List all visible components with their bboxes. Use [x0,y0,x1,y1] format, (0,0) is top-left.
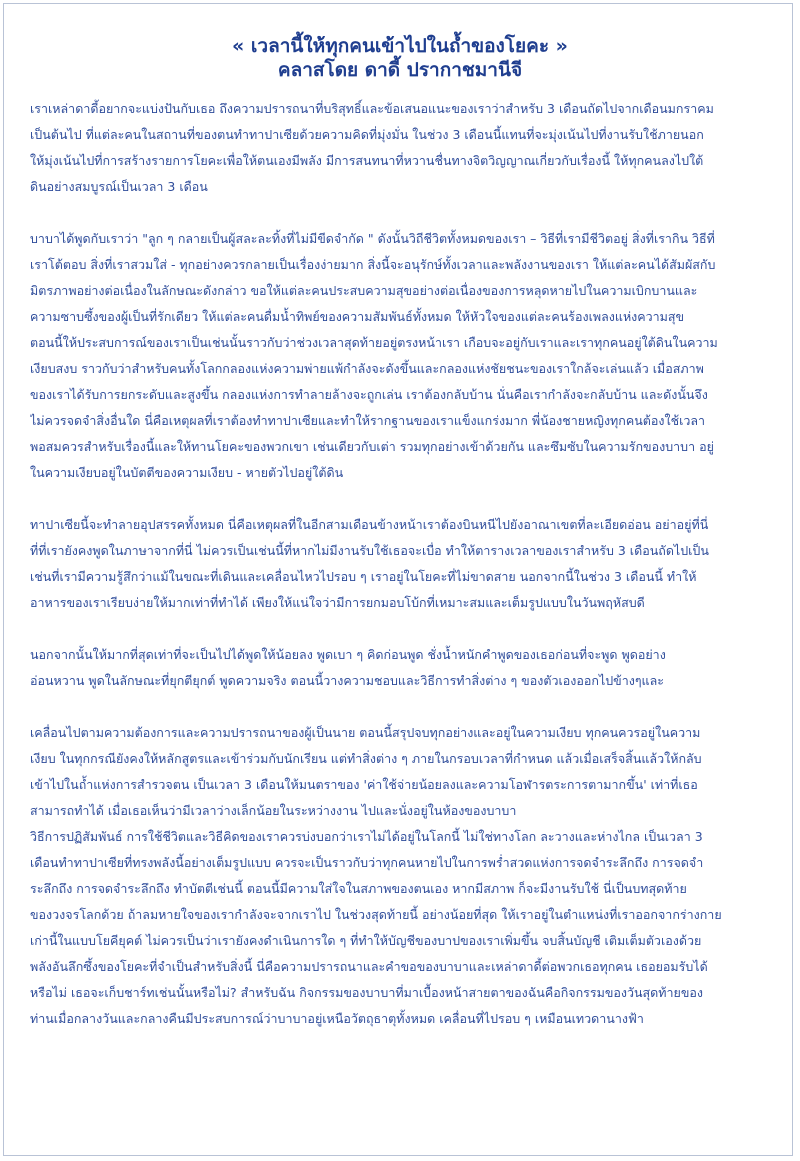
paragraph-3-line-1: ทาปาเซียนี้จะทำลายอุปสรรคทั้งหมด นี่คือเหตุผลที่ในอีกสามเดือนข้างหน้าเราต้องบินหนีไปยังอาณาเขตที่ละเอียดอ่อน อย่าอยู่ที่นี่ [30,517,709,532]
paragraph-1-line-3: ให้มุ่งเน้นไปที่การสร้างรายการโยคะเพื่อให้ตนเองมีพลัง มีการสนทนาที่หวานชื่นทางจิตวิญญาณเกี่ยวกับเรื่องนี้ ให้ทุกคนลงไปใต้ [30,153,704,168]
paragraph-4-line-1: นอกจากนั้นให้มากที่สุดเท่าที่จะเป็นไปได้พูดให้น้อยลง พูดเบา ๆ คิดก่อนพูด ชั่งน้ำหนักคำพูดของเธอก่อนที่จะพูด พูดอย่าง [30,647,666,662]
paragraph-5-line-8: ของวงจรโลกด้วย ถ้าลมหายใจของเรากำลังจะจากเราไป ในช่วงสุดท้ายนี้ อย่างน้อยที่สุด ให้เราอยู่ในตำแหน่งที่เราออกจากร่างกาย [30,907,722,922]
paragraph-5-line-12: ท่านเมื่อกลางวันและกลางคืนมีประสบการณ์ว่าบาบาอยู่เหนือวัตถุธาตุทั้งหมด เคลื่อนที่ไปรอบ ๆ เหมือนเทวดานางฟ้า [30,1011,644,1026]
paragraph-2-line-3: มิตรภาพอย่างต่อเนื่องในลักษณะดังกล่าว ขอให้แต่ละคนประสบความสุขอย่างต่อเนื่องของการหลุดหายไปในความเบิกบานและ [30,283,698,298]
paragraph-5-line-11: หรือไม่ เธอจะเก็บชาร์ทเช่นนั้นหรือไม่? สำหรับฉัน กิจกรรมของบาบาที่มาเบื้องหน้าสายตาของฉันคือกิจกรรมของวันสุดท้ายของ [30,985,704,1000]
paragraph-1-line-1: เราเหล่าดาดี้อยากจะแบ่งปันกับเธอ ถึงความปรารถนาที่บริสุทธิ์และข้อเสนอแนะของเราว่าสำหรับ 3 เดือนถัดไปจากเดือนมกราคม [30,101,714,116]
paragraph-2-line-9: พอสมควรสำหรับเรื่องนี้และให้ทานโยคะของพวกเขา เช่นเดียวกับเต่า รวมทุกอย่างเข้าด้วยกัน และซึมซับในความรักของบาบา อยู่ [30,439,714,454]
paragraph-3-line-4: อาหารของเราเรียบง่ายให้มากเท่าที่ทำได้ เพียงให้แน่ใจว่ามีการยกมอบโบ้กที่เหมาะสมและเต็มรูปแบบในวันพฤหัสบดี [30,595,645,610]
paragraph-3-line-2: ที่ที่เรายังคงพูดในภาษาจากที่นี่ ไม่ควรเป็นเช่นนี้ที่หากไม่มีงานรับใช้เธอจะเบื่อ ทำให้ตารางเวลาของเราสำหรับ 3 เดือนถัดไปเป็น [30,543,709,558]
page-title: « เวลานี้ให้ทุกคนเข้าไปในถ้ำของโยคะ » [232,35,568,57]
paragraph-5-line-5: วิธีการปฏิสัมพันธ์ การใช้ชีวิตและวิธีคิดของเราควรบ่งบอกว่าเราไม่ได้อยู่ในโลกนี้ ไม่ใช่ทางโลก ละวางและห่างไกล เป็นเวลา 3 [30,829,703,844]
paragraph-5-line-7: ระลึกถึง การจดจำระลึกถึง ทำบัตตีเช่นนี้ ตอนนี้มีความใส่ใจในสภาพของตนเอง หากมีสภาพ ก็จะมีงานรับใช้ นี่เป็นบทสุดท้าย [30,881,687,896]
paragraph-1-line-2: เป็นต้นไป ที่แต่ละคนในสถานที่ของตนทำทาปาเซียด้วยความคิดที่มุ่งมั่น ในช่วง 3 เดือนนี้แทนที่จะมุ่งเน้นไปที่งานรับใช้ภายนอก [30,127,704,142]
paragraph-gap [30,694,778,720]
article-body [30,96,778,1032]
paragraph-5-line-4: สามารถทำได้ เมื่อเธอเห็นว่ามีเวลาว่างเล็กน้อยในระหว่างงาน ไปและนั่งอยู่ในห้องของบาบา [30,803,517,818]
paragraph-5-line-2: เงียบ ในทุกกรณียังคงให้หลักสูตรและเข้าร่วมกับนักเรียน แต่ทำสิ่งต่าง ๆ ภายในกรอบเวลาที่กำหนด แล้วเมื่อเสร็จสิ้นแล้วให้กลับ [30,751,702,766]
paragraph-gap [30,616,778,642]
paragraph-2-line-2: เราโต้ตอบ สิ่งที่เราสวมใส่ - ทุกอย่างควรกลายเป็นเรื่องง่ายมาก สิ่งนี้จะอนุรักษ์ทั้งเวลาและพลังงานของเรา ให้แต่ละคนได้สัมผัสกับ [30,257,716,272]
paragraph-2-line-5: ตอนนี้ให้ประสบการณ์ของเราเป็นเช่นนั้นราวกับว่าช่วงเวลาสุดท้ายอยู่ตรงหน้าเรา เกือบจะอยู่กับเราและเราทุกคนอยู่ใต้ดินในความ [30,335,718,350]
paragraph-2-line-4: ความซาบซึ้งของผู้เป็นที่รักเดียว ให้แต่ละคนดื่มน้ำทิพย์ของความสัมพันธ์ทั้งหมด ให้หัวใจของแต่ละคนร้องเพลงแห่งความสุข [30,309,685,324]
paragraph-4-line-2: อ่อนหวาน พูดในลักษณะที่ยุกตียุกต์ พูดความจริง ตอนนี้วางความชอบและวิธีการทำสิ่งต่าง ๆ ของตัวเองออกไปข้างๆและ [30,673,664,688]
paragraph-2-line-10: ในความเงียบอยู่ในบัตตีของความเงียบ - หายตัวไปอยู่ใต้ดิน [30,465,344,480]
paragraph-1-line-4: ดินอย่างสมบูรณ์เป็นเวลา 3 เดือน [30,179,208,194]
paragraph-5-line-10: พลังอันลึกซึ้งของโยคะที่จำเป็นสำหรับสิ่งนี้ นี่คือความปรารถนาและคำขอของบาบาและเหล่าดาดี้ต่อพวกเธอทุกคน เธอยอมรับได้ [30,959,708,974]
paragraph-3-line-3: เช่นที่เรามีความรู้สึกว่าแม้ในขณะที่เดินและเคลื่อนไหวไปรอบ ๆ เราอยู่ในโยคะที่ไม่ขาดสาย นอกจากนี้ในช่วง 3 เดือนนี้ ทำให้ [30,569,697,584]
page-subtitle: คลาสโดย ดาดี้ ปรากาชมานีจี [277,59,523,81]
paragraph-2-line-8: ไม่ควรจดจำสิ่งอื่นใด นี่คือเหตุผลที่เราต้องทำทาปาเซียและทำให้รากฐานของเราแข็งแกร่งมาก พี่น้องชายหญิงทุกคนต้องใช้เวลา [30,413,706,428]
paragraph-5-line-6: เดือนทำทาปาเซียที่ทรงพลังนี้อย่างเต็มรูปแบบ ควรจะเป็นราวกับว่าทุกคนหายไปในการพร่ำสวดแห่งการจดจำระลึกถึง การจดจำ [30,855,704,870]
paragraph-5-line-9: เก่านี้ในแบบโยคียุคต์ ไม่ควรเป็นว่าเรายังคงดำเนินการใด ๆ ที่ทำให้บัญชีของบาปของเราเพิ่มขึ้น จบสิ้นบัญชี เติมเต็มตัวเองด้วย [30,933,702,948]
paragraph-gap [30,486,778,512]
paragraph-2-line-1: บาบาได้พูดกับเราว่า "ลูก ๆ กลายเป็นผู้สละละทิ้งที่ไม่มีขีดจำกัด " ดังนั้นวิถีชีวิตทั้งหมดของเรา – วิธีที่เรามีชีวิตอยู่ สิ่งที่เรากิน วิธีที่ [30,231,715,246]
paragraph-5-line-1: เคลื่อนไปตามความต้องการและความปรารถนาของผู้เป็นนาย ตอนนี้สรุปจบทุกอย่างและอยู่ในความเงียบ ทุกคนควรอยู่ในความ [30,725,701,740]
paragraph-2-line-6: เงียบสงบ ราวกับว่าสำหรับคนทั้งโลกกลองแห่งความพ่ายแพ้กำลังจะดังขึ้นและกลองแห่งชัยชนะของเราใกล้จะเล่นแล้ว เมื่อสภาพ [30,361,704,376]
paragraph-5-line-3: เข้าไปในถ้ำแห่งการสำรวจตน เป็นเวลา 3 เดือนให้มนตราของ 'ค่าใช้จ่ายน้อยลงและความโอฬารตระการตามากขึ้น' เท่าที่เธอ [30,777,698,792]
paragraph-2-line-7: ของเราได้รับการยกระดับและสูงขึ้น กลองแห่งการทำลายล้างจะถูกเล่น เราต้องกลับบ้าน นั่นคือเรากำลังจะกลับบ้าน และดังนั้นจึง [30,387,708,402]
paragraph-gap [30,200,778,226]
